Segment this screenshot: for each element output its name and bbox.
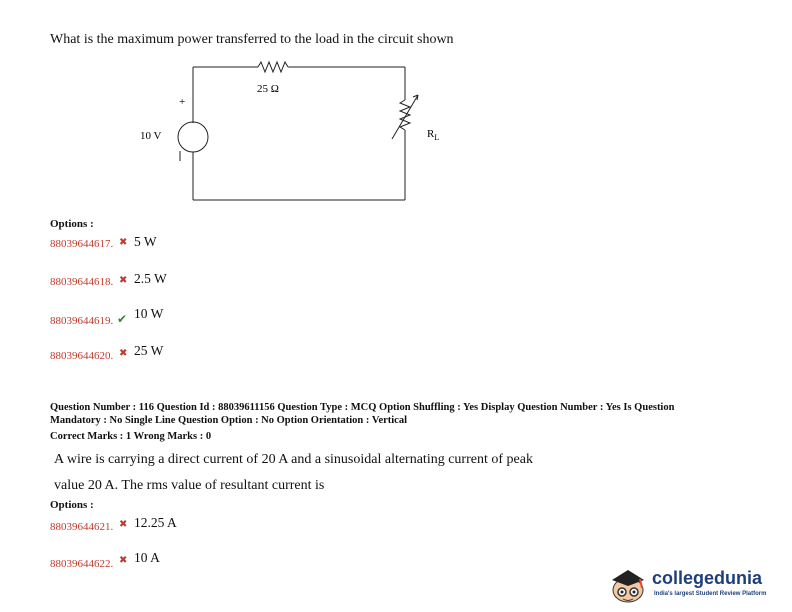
option-text: 2.5 W bbox=[134, 271, 167, 286]
collegedunia-logo bbox=[604, 562, 788, 610]
option-text: 10 W bbox=[134, 306, 164, 321]
option-id: 88039644620. bbox=[50, 350, 114, 362]
option-id: 88039644617. bbox=[50, 238, 114, 250]
option-id: 88039644619. bbox=[50, 315, 114, 327]
option-text: 12.25 A bbox=[134, 515, 177, 530]
check-icon: ✔ bbox=[117, 312, 128, 326]
option-text: 25 W bbox=[134, 343, 164, 358]
cross-icon: ✖ bbox=[119, 555, 128, 566]
logo-name: collegedunia bbox=[652, 568, 763, 588]
options-heading-q1: Options : bbox=[50, 218, 94, 230]
question-2-text-line1: A wire is carrying a direct current of 20 A and a sinusoidal alternating current of peak bbox=[54, 452, 533, 467]
mascot-icon bbox=[606, 566, 650, 606]
voltage-source bbox=[178, 122, 208, 152]
question-2-meta-line1: Question Number : 116 Question Id : 88039611156 Question Type : MCQ Option Shuffling : Yes Display Question Number : Yes Is Question bbox=[50, 402, 675, 413]
cross-icon: ✖ bbox=[119, 275, 128, 286]
option-text: 5 W bbox=[134, 234, 157, 249]
cross-icon: ✖ bbox=[119, 237, 128, 248]
load-label: $R_L$ bbox=[427, 128, 440, 142]
question-2-text-line2: value 20 A. The rms value of resultant current is bbox=[54, 478, 325, 493]
option-text: 10 A bbox=[134, 550, 160, 565]
logo-tagline: India's largest Student Review Platform bbox=[654, 591, 767, 597]
option-id: 88039644618. bbox=[50, 276, 114, 288]
question-1-text: What is the maximum power transferred to the load in the circuit shown bbox=[50, 32, 454, 47]
cross-icon: ✖ bbox=[119, 519, 128, 530]
resistor-label: 25 Ω bbox=[257, 83, 279, 95]
load-resistor bbox=[400, 100, 410, 130]
question-2-marks: Correct Marks : 1 Wrong Marks : 0 bbox=[50, 431, 212, 442]
circuit-diagram bbox=[130, 55, 460, 210]
option-id: 88039644621. bbox=[50, 521, 114, 533]
source-label: 10 V bbox=[140, 130, 162, 142]
resistor-25-ohm bbox=[258, 62, 288, 72]
cross-icon: ✖ bbox=[119, 348, 128, 359]
question-2-meta-line2: Mandatory : No Single Line Question Option : No Option Orientation : Vertical bbox=[50, 415, 408, 426]
option-id: 88039644622. bbox=[50, 558, 114, 570]
plus-label: + bbox=[179, 96, 186, 108]
options-heading-q2: Options : bbox=[50, 499, 94, 511]
